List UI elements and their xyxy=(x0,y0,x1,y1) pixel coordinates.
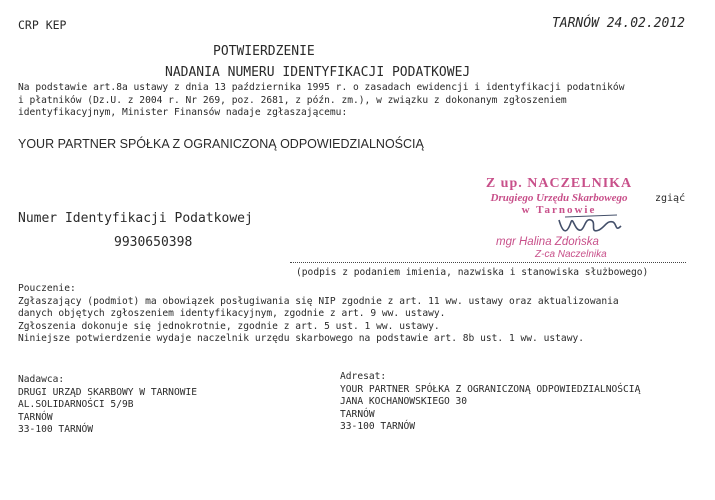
stamp-line-2: Drugiego Urzędu Skarbowego xyxy=(490,192,628,204)
intro-line: Na podstawie art.8a ustawy z dnia 13 października 1995 r. o zasadach ewidencji i identyfikacji podatników xyxy=(18,82,625,93)
stamp-line-3: w Tarnowie xyxy=(521,204,597,216)
stamp-line-1: Z up. NACZELNIKA xyxy=(485,176,633,191)
addressee-line: TARNÓW xyxy=(340,408,375,420)
addressee-line: 33-100 TARNÓW xyxy=(340,421,416,433)
document-title: POTWIERDZENIE xyxy=(213,44,315,59)
instruction-line: Niniejsze potwierdzenie wydaje naczelnik urzędu skarbowego na podstawie art. 8b ust. 1 ww. ustawy. xyxy=(18,333,585,345)
instruction-heading: Pouczenie: xyxy=(18,283,76,294)
addressee-line: YOUR PARTNER SPÓŁKA Z OGRANICZONĄ ODPOWIEDZIALNOŚCIĄ xyxy=(340,383,641,395)
addressee-block xyxy=(340,371,640,434)
official-stamp xyxy=(470,176,648,216)
instruction-line: Zgłoszenia dokonuje się jednokrotnie, zgodnie z art. 5 ust. 1 ww. ustawy. xyxy=(18,320,440,332)
signatory-role: Z-ca Naczelnika xyxy=(535,249,607,260)
intro-line: i płatników (Dz.U. z 2004 r. Nr 269, poz. 2681, z późn. zm.), w związku z dokonanym zgłoszeniem xyxy=(18,94,567,106)
signature-caption: (podpis z podaniem imienia, nazwiska i stanowiska służbowego) xyxy=(296,267,649,278)
place-date: TARNÓW 24.02.2012 xyxy=(551,16,685,31)
company-name: YOUR PARTNER SPÓŁKA Z OGRANICZONĄ ODPOWIEDZIALNOŚCIĄ xyxy=(18,137,424,151)
addressee-label: Adresat: xyxy=(340,371,387,382)
signatory-name: mgr Halina Zdońska xyxy=(496,236,599,248)
sender-line: DRUGI URZĄD SKARBOWY W TARNOWIE xyxy=(18,386,198,398)
sender-label: Nadawca: xyxy=(18,374,65,385)
nip-label: Numer Identyfikacji Podatkowej xyxy=(18,211,253,226)
sender-line: 33-100 TARNÓW xyxy=(18,424,94,436)
sender-line: AL.SOLIDARNOŚCI 5/9B xyxy=(18,399,134,411)
instruction-line: Zgłaszający (podmiot) ma obowiązek posługiwania się NIP zgodnie z art. 11 ww. ustawy oraz aktualizowania xyxy=(18,295,619,307)
sender-line: TARNÓW xyxy=(18,411,53,423)
instruction-line: danych objętych zgłoszeniem identyfikacyjnym, zgodnie z art. 9 ww. ustawy. xyxy=(18,308,446,320)
intro-line: identyfikacyjnym, Minister Finansów nadaje zgłaszającemu: xyxy=(18,107,348,119)
nip-number: 9930650398 xyxy=(114,235,193,250)
addressee-line: JANA KOCHANOWSKIEGO 30 xyxy=(340,396,468,408)
document-subtitle: NADANIA NUMERU IDENTYFIKACJI PODATKOWEJ xyxy=(165,65,471,80)
fold-note: zgiąć xyxy=(655,193,686,204)
sender-block xyxy=(18,374,197,437)
instruction-block xyxy=(18,283,619,346)
signature-line xyxy=(290,262,686,263)
office-code: CRP KEP xyxy=(18,18,67,32)
intro-paragraph xyxy=(18,82,624,120)
